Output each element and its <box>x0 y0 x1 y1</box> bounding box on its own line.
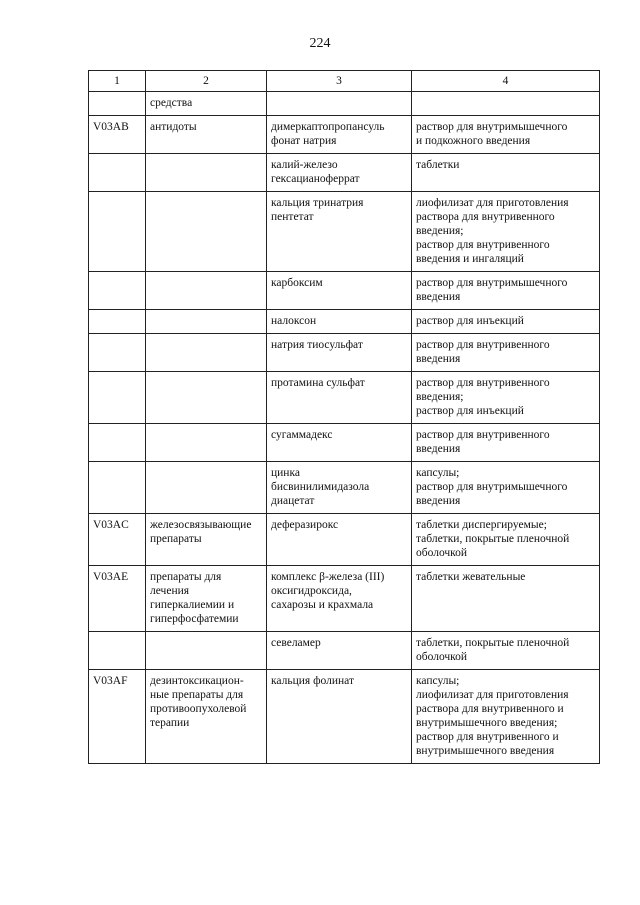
atc-code-cell <box>89 272 146 310</box>
atc-code-cell <box>89 310 146 334</box>
table-row <box>89 92 600 116</box>
drug-name-cell: протамина сульфат <box>267 372 412 424</box>
dosage-form-cell: таблетки диспергируемые; таблетки, покрытые пленочной оболочкой <box>412 514 600 566</box>
drug-name-cell: димеркаптопропансуль фонат натрия <box>267 116 412 154</box>
page-number: 224 <box>309 36 331 51</box>
table-row <box>89 272 600 310</box>
header-col-4: 4 <box>412 71 600 92</box>
drug-name-cell: севеламер <box>267 632 412 670</box>
atc-code-cell: V03AC <box>89 514 146 566</box>
group-cell <box>146 632 267 670</box>
drug-name-cell: деферазирокс <box>267 514 412 566</box>
dosage-form-cell: раствор для внутривенного введения <box>412 334 600 372</box>
dosage-form-cell <box>412 92 600 116</box>
atc-code-cell <box>89 192 146 272</box>
table-row <box>89 334 600 372</box>
table-row <box>89 116 600 154</box>
drug-name-cell <box>267 92 412 116</box>
atc-code-cell <box>89 462 146 514</box>
header-col-3: 3 <box>267 71 412 92</box>
group-cell: антидоты <box>146 116 267 154</box>
drug-name-cell: калий-железо гексацианоферрат <box>267 154 412 192</box>
group-cell <box>146 272 267 310</box>
table-row <box>89 566 600 632</box>
group-cell <box>146 192 267 272</box>
dosage-form-cell: таблетки жевательные <box>412 566 600 632</box>
table-row <box>89 670 600 764</box>
table-row <box>89 514 600 566</box>
header-row <box>89 71 600 92</box>
group-cell <box>146 424 267 462</box>
group-cell: препараты для лечения гиперкалиемии и гиперфосфатемии <box>146 566 267 632</box>
drug-name-cell: натрия тиосульфат <box>267 334 412 372</box>
group-cell: дезинтоксикацион- ные препараты для противоопухолевой терапии <box>146 670 267 764</box>
group-cell: средства <box>146 92 267 116</box>
table-row <box>89 462 600 514</box>
group-cell <box>146 372 267 424</box>
dosage-form-cell: капсулы; раствор для внутримышечного введения <box>412 462 600 514</box>
group-cell: железосвязывающие препараты <box>146 514 267 566</box>
dosage-form-cell: раствор для инъекций <box>412 310 600 334</box>
atc-code-cell <box>89 372 146 424</box>
drug-name-cell: сугаммадекс <box>267 424 412 462</box>
header-col-2: 2 <box>146 71 267 92</box>
atc-code-cell <box>89 92 146 116</box>
dosage-form-cell: таблетки <box>412 154 600 192</box>
dosage-form-cell: раствор для внутривенного введения; раствор для инъекций <box>412 372 600 424</box>
drug-name-cell: комплекс β-железа (III) оксигидроксида, сахарозы и крахмала <box>267 566 412 632</box>
atc-code-cell <box>89 424 146 462</box>
atc-code-cell <box>89 334 146 372</box>
drug-name-cell: цинка бисвинилимидазола диацетат <box>267 462 412 514</box>
table-row <box>89 192 600 272</box>
drug-name-cell: налоксон <box>267 310 412 334</box>
group-cell <box>146 310 267 334</box>
atc-code-cell <box>89 632 146 670</box>
dosage-form-cell: раствор для внутримышечного и подкожного введения <box>412 116 600 154</box>
drug-name-cell: кальция тринатрия пентетат <box>267 192 412 272</box>
atc-code-cell: V03AF <box>89 670 146 764</box>
atc-code-cell: V03AE <box>89 566 146 632</box>
group-cell <box>146 154 267 192</box>
dosage-form-cell: раствор для внутривенного введения <box>412 424 600 462</box>
dosage-form-cell: лиофилизат для приготовления раствора для внутривенного введения; раствор для внутривенного введения и ингаляций <box>412 192 600 272</box>
group-cell <box>146 334 267 372</box>
dosage-form-cell: раствор для внутримышечного введения <box>412 272 600 310</box>
header-col-1: 1 <box>89 71 146 92</box>
drug-name-cell: карбоксим <box>267 272 412 310</box>
atc-code-cell: V03AB <box>89 116 146 154</box>
dosage-form-cell: капсулы; лиофилизат для приготовления раствора для внутривенного и внутримышечного введения; раствор для внутривенного и внутримышечного введения <box>412 670 600 764</box>
table-row <box>89 310 600 334</box>
group-cell <box>146 462 267 514</box>
atc-code-cell <box>89 154 146 192</box>
table-row <box>89 154 600 192</box>
table-row <box>89 372 600 424</box>
drug-table <box>88 70 600 764</box>
table-row <box>89 632 600 670</box>
dosage-form-cell: таблетки, покрытые пленочной оболочкой <box>412 632 600 670</box>
drug-name-cell: кальция фолинат <box>267 670 412 764</box>
table-row <box>89 424 600 462</box>
